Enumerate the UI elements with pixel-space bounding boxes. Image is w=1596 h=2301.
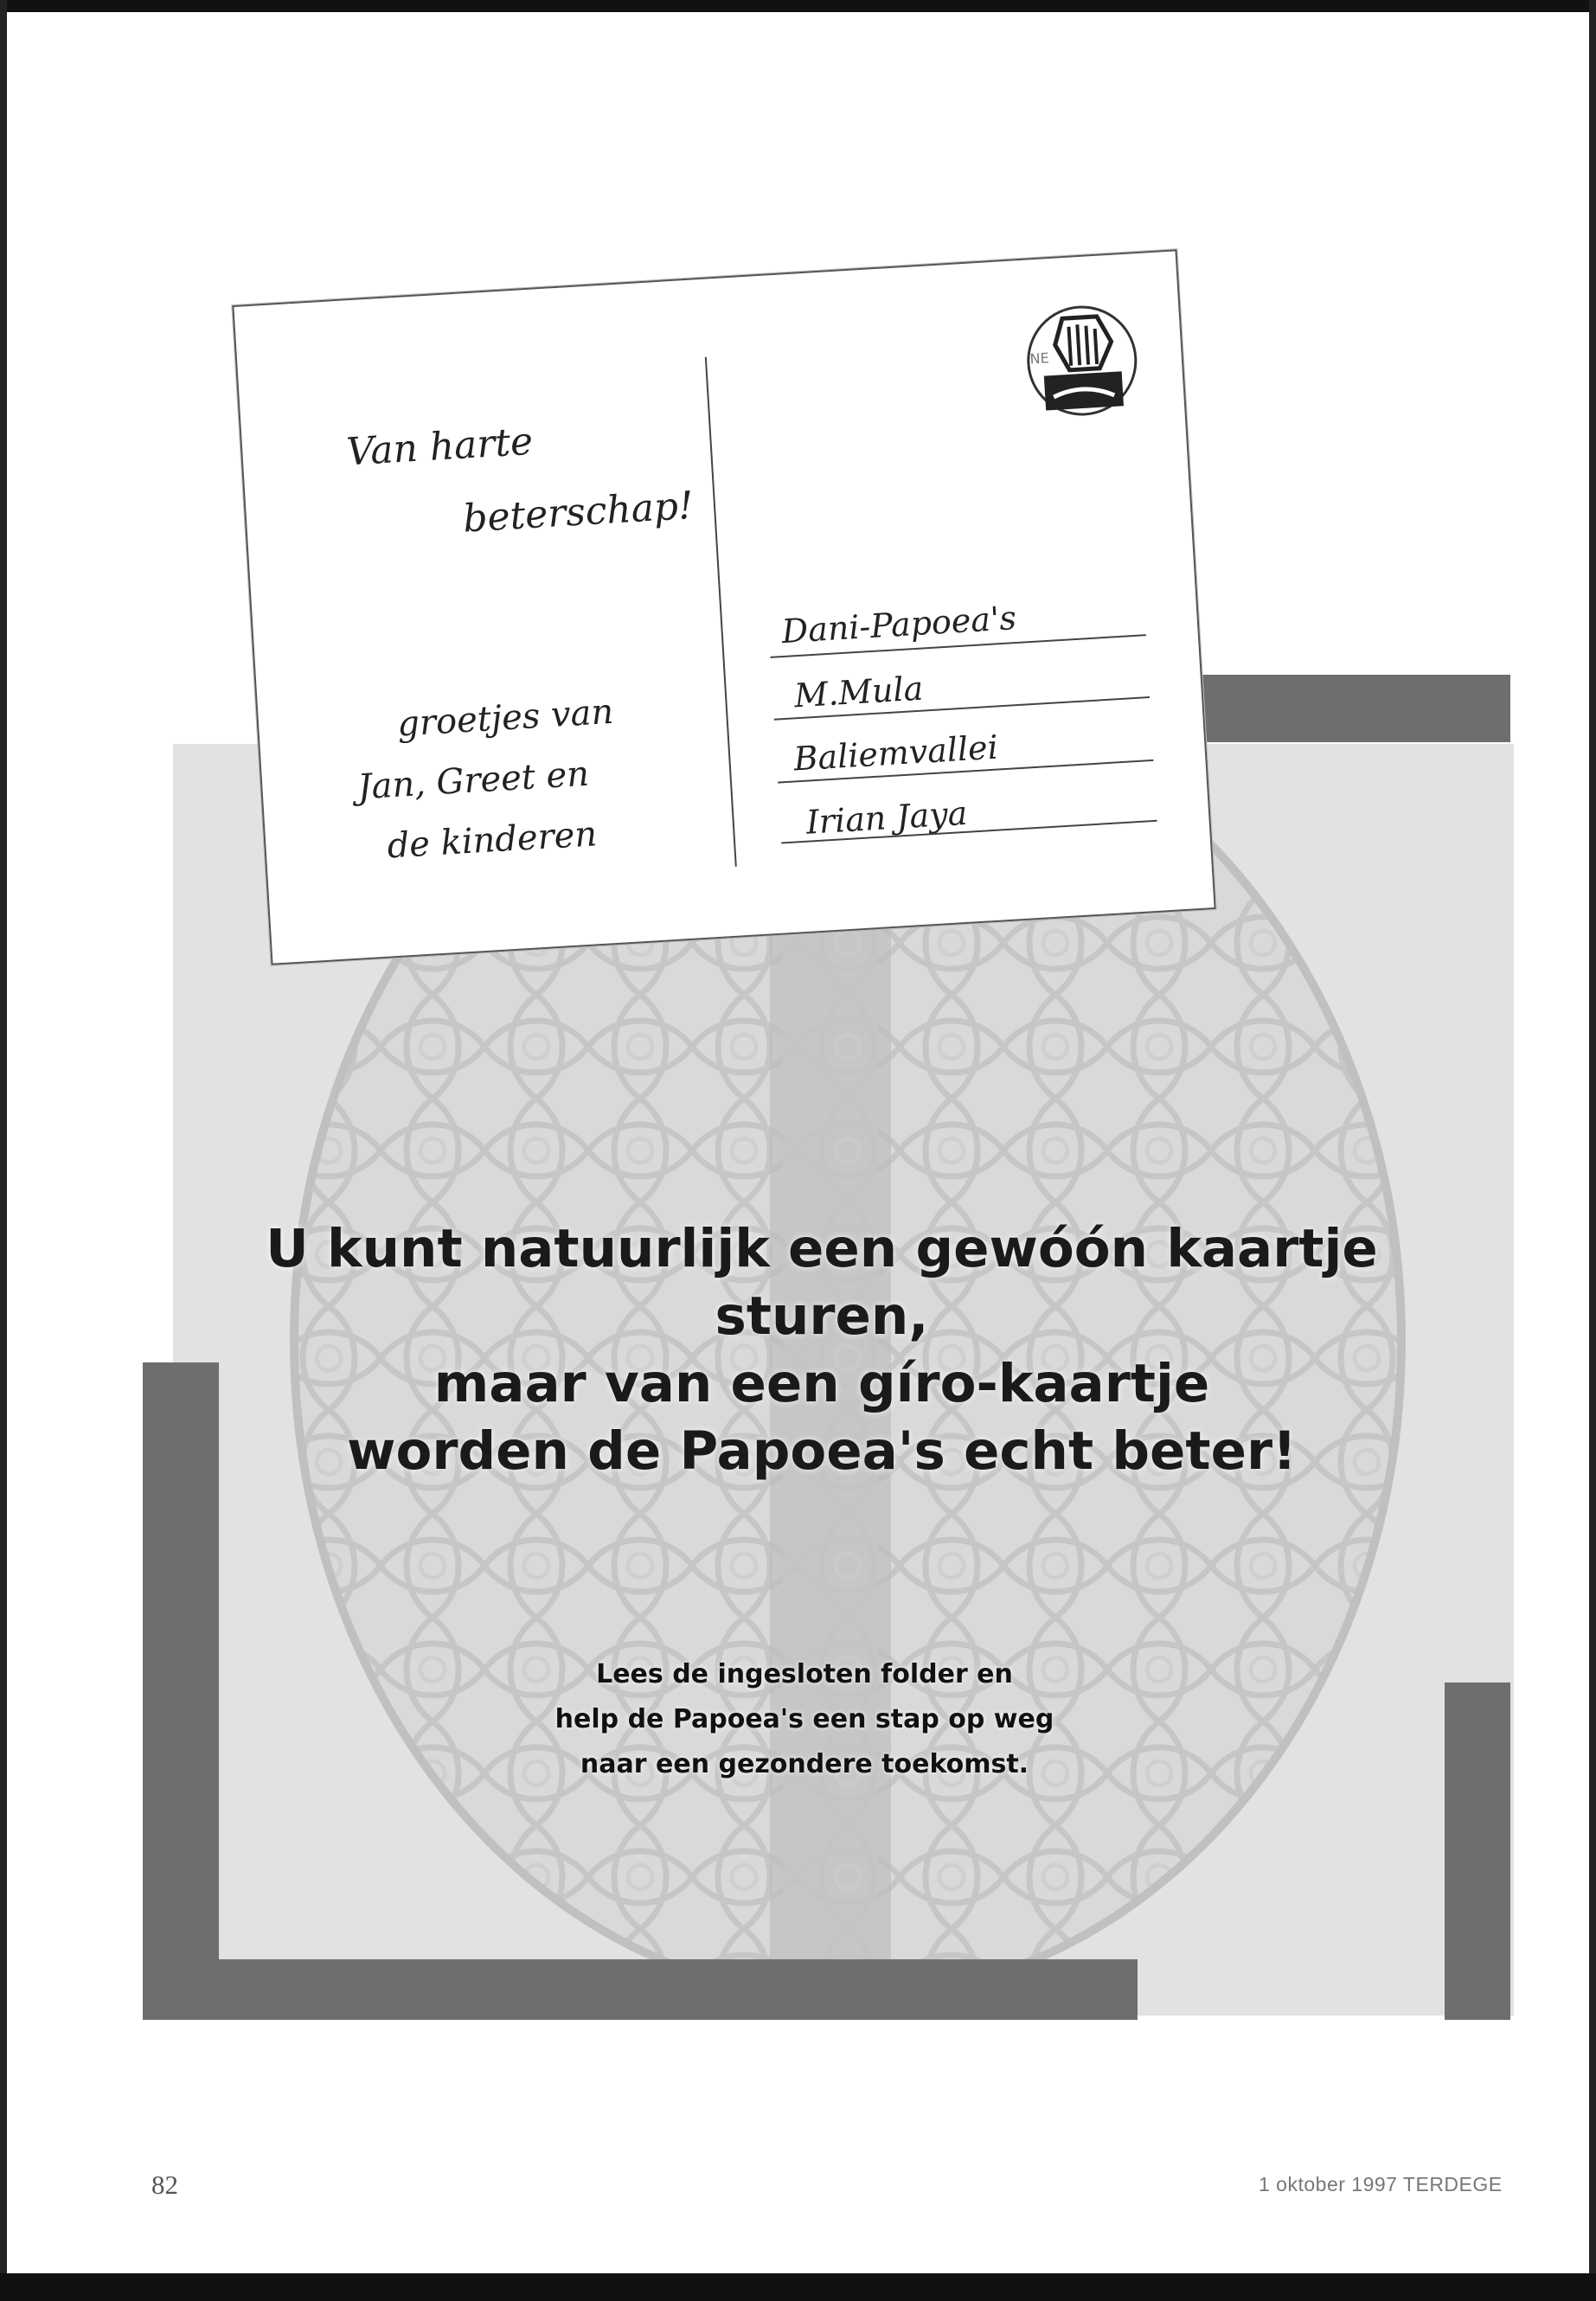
body-text	[484, 1652, 1125, 1787]
headline-line-3: worden de Papoea's echt beter!	[347, 1420, 1297, 1482]
postcard	[232, 249, 1215, 965]
body-line-2: help de Papoea's een stap op weg	[554, 1704, 1054, 1734]
stamp-text: NE	[1029, 349, 1050, 368]
address-line-4: Irian Jaya	[804, 793, 969, 842]
page-border-bottom	[0, 2273, 1596, 2301]
headline-line-2: maar van een gíro-kaartje	[433, 1353, 1210, 1414]
postcard-signoff-line3: de kinderen	[386, 814, 599, 867]
page-number: 82	[151, 2170, 178, 2200]
postcard-signoff-line2: Jan, Greet en	[356, 753, 591, 808]
postcard-greeting-line1: Van harte	[345, 419, 535, 475]
frame-bar-right	[1445, 1682, 1510, 2020]
frame-bar-bottom	[143, 1959, 1138, 2020]
postage-stamp-icon	[1014, 297, 1151, 426]
page-border-top	[0, 0, 1596, 12]
address-line-3: Baliemvallei	[792, 727, 999, 779]
postcard-greeting-line2: beterschap!	[461, 483, 695, 542]
headline-line-1: U kunt natuurlijk een gewóón kaartje sturen,	[266, 1218, 1378, 1347]
headline	[173, 1215, 1471, 1485]
postcard-divider	[705, 357, 737, 867]
postcard-signoff-line1: groetjes van	[396, 691, 615, 745]
address-line-1: Dani-Papoea's	[780, 599, 1018, 651]
body-line-3: naar een gezondere toekomst.	[580, 1749, 1029, 1779]
page-border-left	[0, 0, 7, 2301]
publication-footer: 1 oktober 1997 TERDEGE	[1259, 2173, 1503, 2195]
address-line-2: M.Mula	[792, 669, 925, 715]
page-border-right	[1589, 0, 1596, 2301]
frame-bar-top-right	[1185, 675, 1510, 742]
body-line-1: Lees de ingesloten folder en	[596, 1659, 1013, 1689]
